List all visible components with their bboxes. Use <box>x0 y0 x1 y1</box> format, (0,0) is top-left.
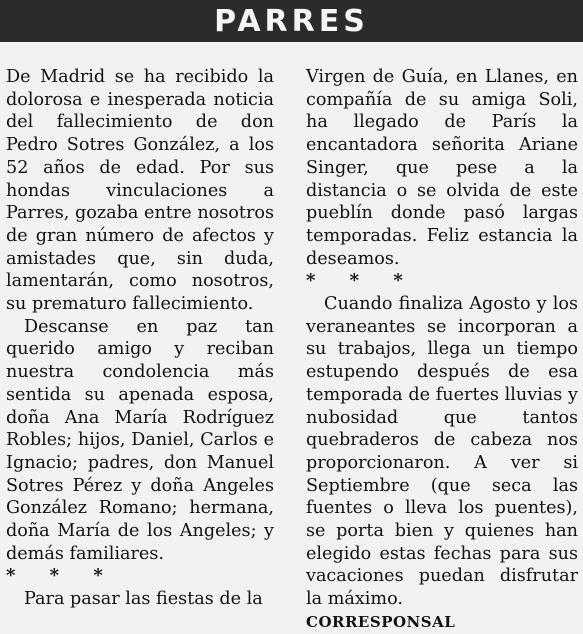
section-header <box>0 0 583 42</box>
article-column-left <box>6 66 274 611</box>
correspondent-signature: CORRESPONSAL <box>306 612 456 631</box>
visit-paragraph-start: Para pasar las fiestas de la <box>24 589 263 610</box>
section-separator: * * * <box>6 565 117 587</box>
condolence-paragraph: Descanse en paz tan querido amigo y reciban nuestra condolencia más sentida su apenada esposa, doña Ana María Rodríguez Robles; hijos, Daniel, Carlos e Ignacio; padres, don Manuel Sotres Pérez y doña Angeles González Romano; hermana, doña María de los Angeles; y demás familiares. <box>6 316 274 564</box>
weather-paragraph: Cuando finaliza Agosto y los veraneantes se incorporan a su trabajos, llega un tiempo estupendo después de esa temporada de fuertes lluvias y nubosidad que tantos quebraderos de cabeza nos proporcionaron. A ver si Septiembre (que seca las fuentes o lleva los puentes), se porta bien y quienes han elegido estas fechas para sus vacaciones puedan disfrutar la máximo. <box>306 294 578 610</box>
article-column-right <box>306 66 578 634</box>
section-title: PARRES <box>214 3 369 39</box>
visit-paragraph-continued: Virgen de Guía, en Llanes, en compañía de su amiga Soli, ha llegado de París la encantadora señorita Ariane Singer, que pese a la distancia o se olvida de este pueblín donde pasó largas temporadas. Feliz estancia la deseamos. <box>306 67 578 269</box>
section-separator: * * * <box>306 270 417 292</box>
obituary-paragraph: De Madrid se ha recibido la dolorosa e inesperada noticia del fallecimiento de don Pedro Sotres González, a los 52 años de edad. Por sus hondas vinculaciones a Parres, gozaba entre nosotros de gran número de afectos y amistades que, sin duda, lamentarán, como nosotros, su prematuro fallecimiento. <box>6 67 274 315</box>
